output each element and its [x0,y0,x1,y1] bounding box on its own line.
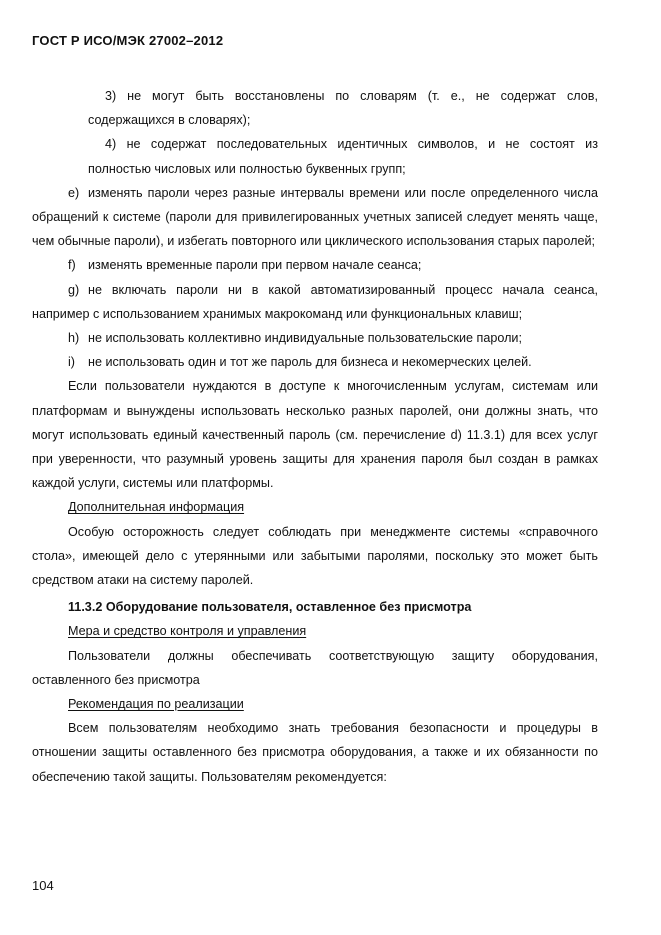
implementation-heading-text: Рекомендация по реализации [68,697,244,712]
list-item-f [32,253,598,277]
list-text: не включать пароли ни в какой автоматизированный процесс начала сеанса, например с использованием хранимых макрокоманд или функциональных клавиш; [32,282,598,321]
list-label: h) [68,331,80,346]
page-number: 104 [32,878,54,893]
list-text: изменять временные пароли при первом начале сеанса; [88,258,422,273]
list-label: i) [68,355,75,370]
control-text: Пользователи должны обеспечивать соответствующую защиту оборудования, оставленного без присмотра [32,648,598,687]
paragraph-multiple-services: Если пользователи нуждаются в доступе к многочисленным услугам, системам или платформам и вынуждены использовать несколько разных паролей, они должны знать, что могут использовать единый качественный пароль (см. перечисление d) 11.3.1) для всех услуг при уверенности, что разумный уровень защиты для хранения пароля был создан в рамках каждой услуги, системы или платформы. [32,379,598,491]
list-item-h [32,326,598,350]
sub-item-4: 4) не содержат последовательных идентичных символов, и не состоят из полностью числовых или полностью буквенных групп; [88,137,598,176]
document-body [32,84,598,789]
list-text: не использовать коллективно индивидуальные пользовательские пароли; [88,331,522,346]
list-text: не использовать один и тот же пароль для бизнеса и некомерческих целей. [88,355,532,370]
list-item-e [32,181,598,254]
additional-info-heading [32,495,598,519]
additional-info-heading-text: Дополнительная информация [68,500,245,515]
control-heading-text: Мера и средство контроля и управления [68,624,307,639]
list-label: f) [68,258,76,273]
list-item-i [32,350,598,374]
list-label: e) [68,185,80,200]
control-heading [32,619,598,643]
implementation-text: Всем пользователям необходимо знать требования безопасности и процедуры в отношении защиты оставленного без присмотра оборудования, а также и их обязанности по обеспечению такой защиты. Пользователям рекомендуется: [32,721,598,784]
additional-info-text: Особую осторожность следует соблюдать при менеджменте системы «справочного стола», имеющей дело с утерянными или забытыми паролями, поскольку это может быть средством атаки на систему паролей. [32,524,598,588]
sub-item-3: 3) не могут быть восстановлены по словарям (т. е., не содержат слов, содержащихся в словарях); [88,89,598,128]
implementation-heading [32,692,598,716]
list-item-g [32,278,598,326]
document-header: ГОСТ Р ИСО/МЭК 27002–2012 [32,33,224,48]
section-heading: 11.3.2 Оборудование пользователя, оставленное без присмотра [68,600,472,615]
list-label: g) [68,282,80,297]
list-text: изменять пароли через разные интервалы времени или после определенного числа обращений к системе (пароли для привилегированных учетных записей следует менять чаще, чем обычные пароли), и избегать повторного или циклического использования старых паролей; [32,185,598,249]
